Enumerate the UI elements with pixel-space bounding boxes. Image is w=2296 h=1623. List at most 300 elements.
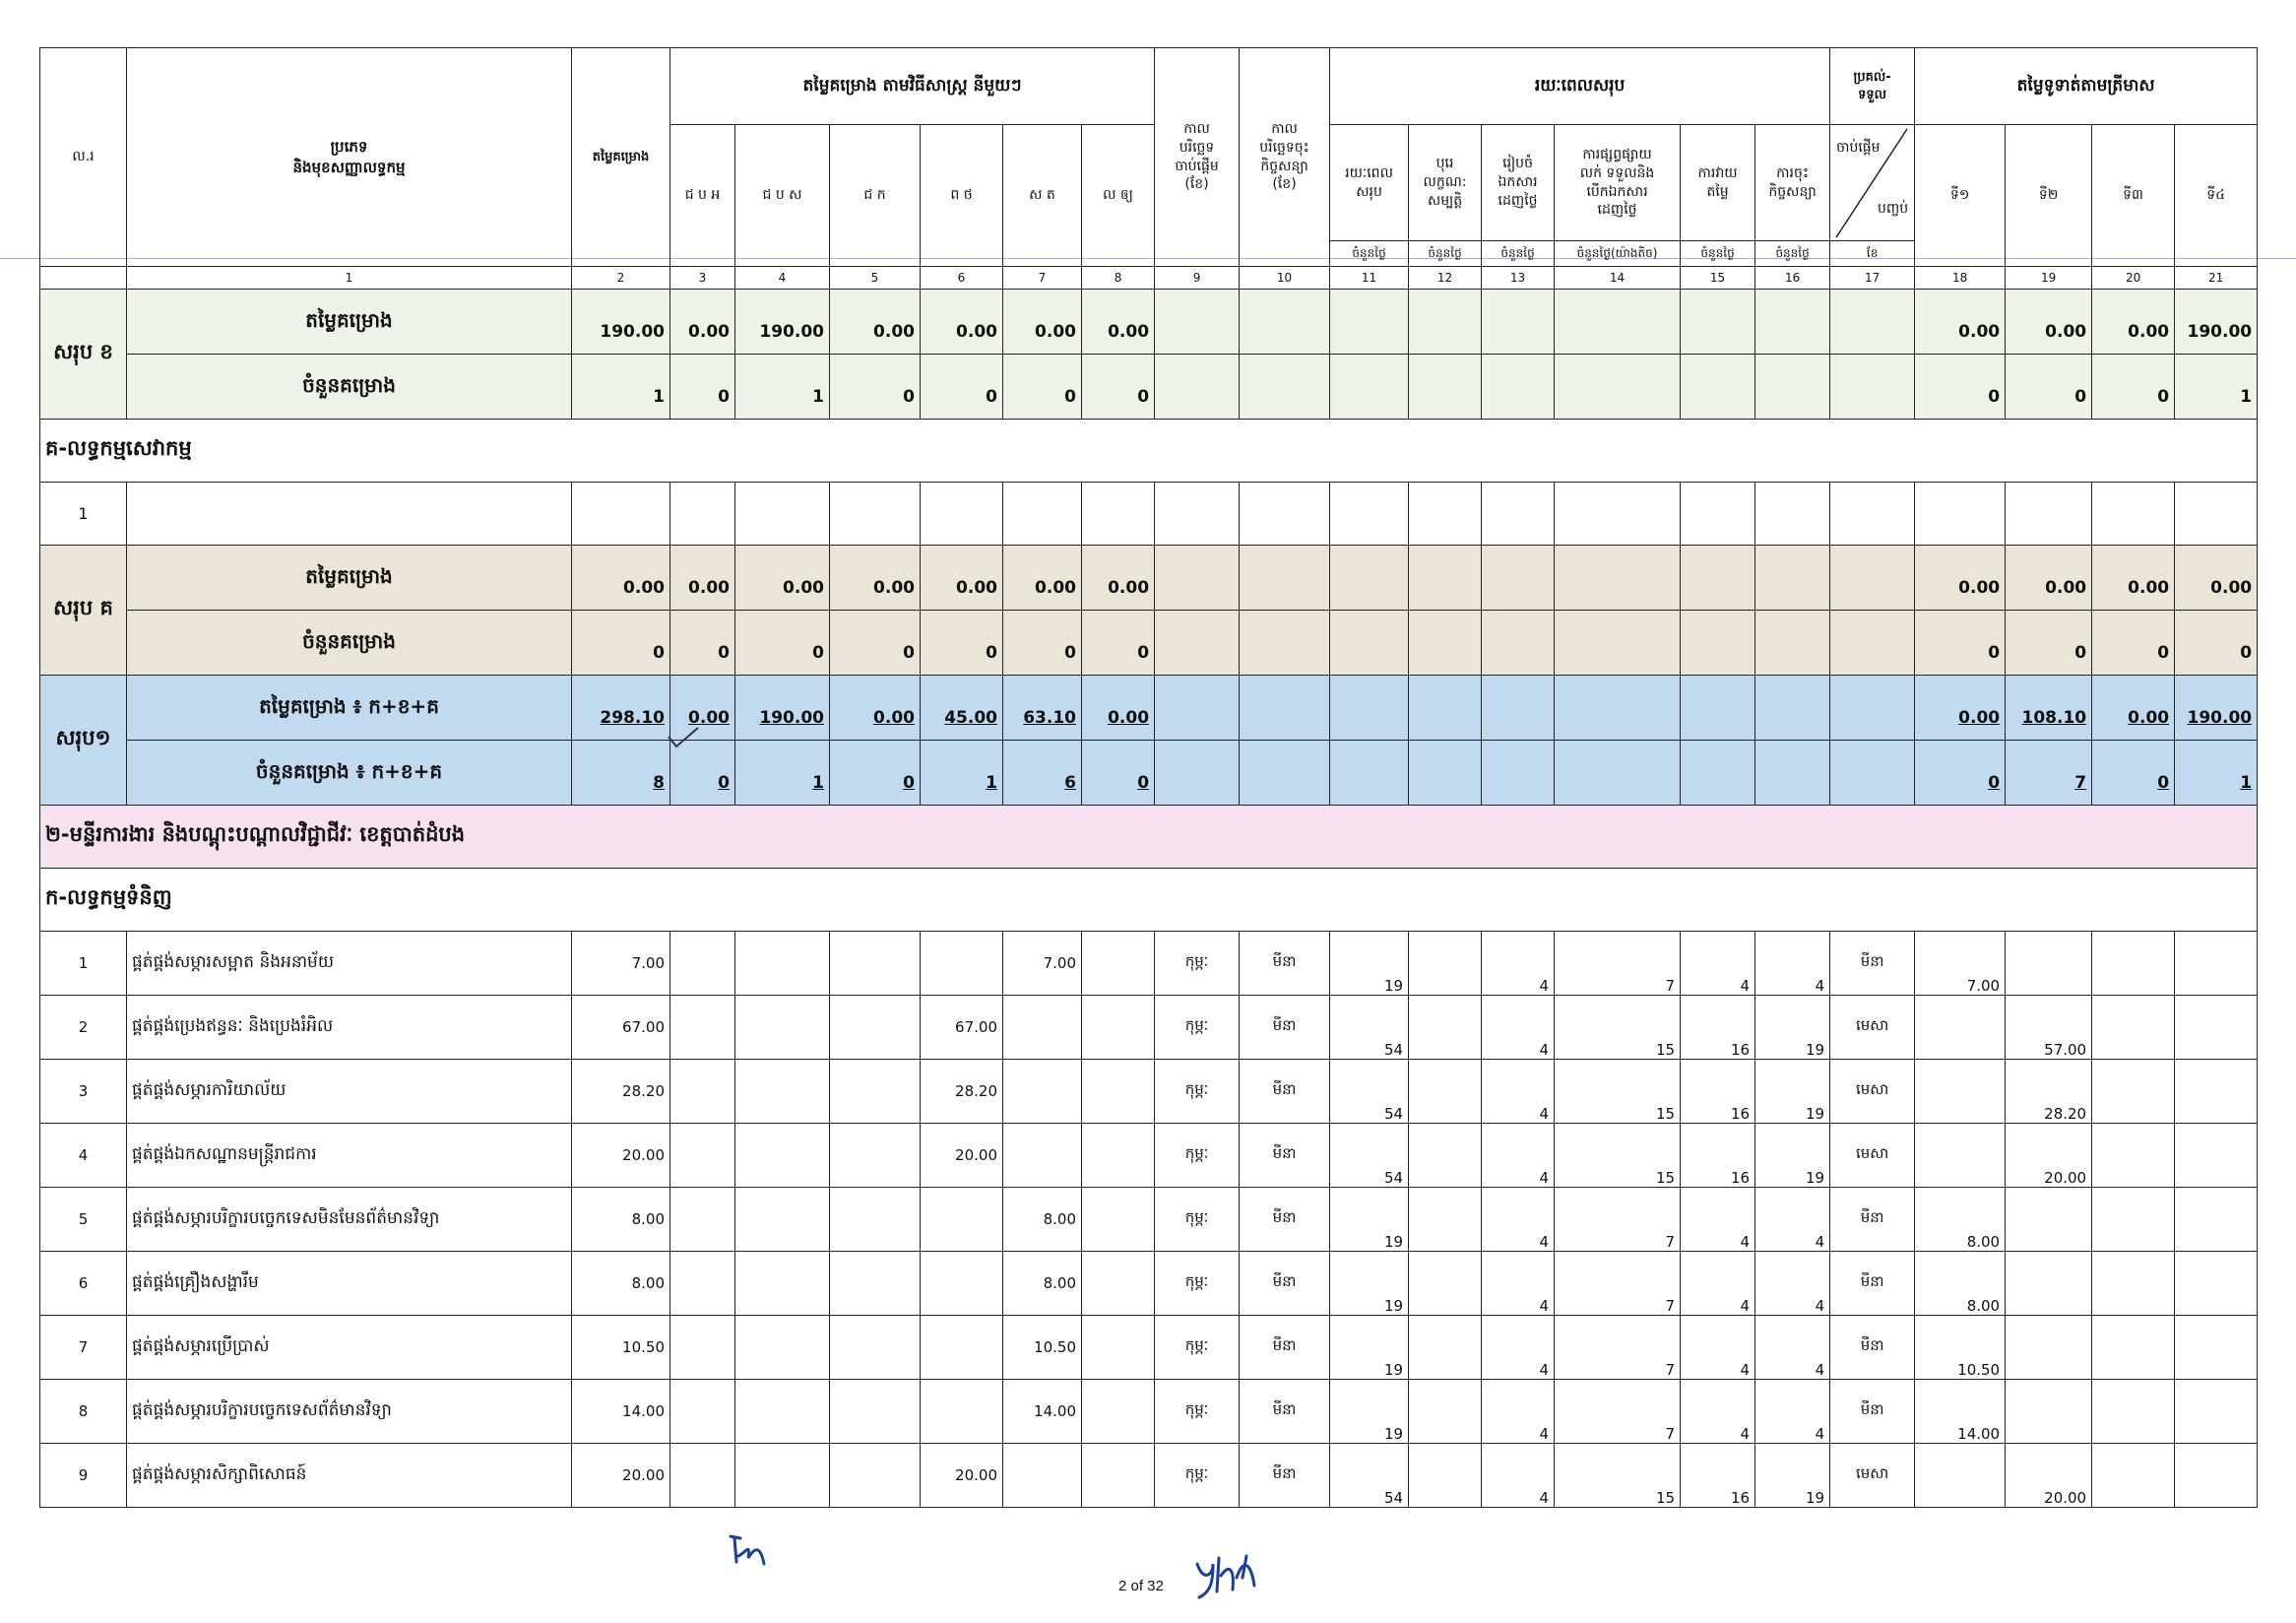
col-num: 19 [2006, 267, 2092, 290]
blank [1555, 611, 1681, 676]
item-days-eval: 16 [1681, 1060, 1755, 1124]
item-days-sign: 19 [1755, 1444, 1830, 1508]
item-m1 [670, 1380, 735, 1444]
blank [1482, 483, 1555, 546]
blank [1409, 546, 1482, 611]
item-q2 [2006, 1188, 2092, 1252]
summary-c-count-m6: 0 [1082, 611, 1155, 676]
item-no: 2 [40, 996, 127, 1060]
blank [1755, 290, 1830, 355]
item-delivery-month: មីនា [1830, 1252, 1915, 1316]
col-num: 14 [1555, 267, 1681, 290]
item-days-eval: 16 [1681, 1124, 1755, 1188]
item-days-pre [1409, 996, 1482, 1060]
item-days-prep: 4 [1482, 1124, 1555, 1188]
item-days-total: 19 [1330, 1316, 1409, 1380]
summary-c-count-label: ចំនួនគម្រោង [127, 611, 572, 676]
header-q1: ទី១ [1915, 125, 2006, 267]
summary-total-cost-m1: 0.00 [670, 676, 735, 741]
item-m2 [735, 1188, 830, 1252]
item-q4 [2175, 1188, 2258, 1252]
blank [1240, 483, 1330, 546]
item-days-sign: 19 [1755, 996, 1830, 1060]
col-num: 4 [735, 267, 830, 290]
item-days-pre [1409, 1444, 1482, 1508]
item-m1 [670, 1124, 735, 1188]
item-m6 [1082, 1444, 1155, 1508]
item-no: 6 [40, 1252, 127, 1316]
unit-days-15: ចំនួនថ្ងៃ [1681, 241, 1755, 267]
item-cost: 14.00 [572, 1380, 670, 1444]
summary-c-cost-m2: 0.00 [735, 546, 830, 611]
col-num: 3 [670, 267, 735, 290]
item-m3 [830, 932, 921, 996]
item-m3 [830, 1316, 921, 1380]
item-name: ផ្គត់ផ្គង់សម្ភារប្រើប្រាស់ [127, 1316, 572, 1380]
item-cost: 10.50 [572, 1316, 670, 1380]
header-dur-eval: ការវាយ តម្លៃ [1681, 125, 1755, 241]
col-num: 15 [1681, 267, 1755, 290]
summary-b-count-m1: 0 [670, 355, 735, 420]
item-q4 [2175, 1252, 2258, 1316]
item-cost: 8.00 [572, 1188, 670, 1252]
handwritten-initial-right [1191, 1552, 1266, 1603]
blank [1155, 741, 1240, 806]
item-days-sign: 4 [1755, 932, 1830, 996]
item-days-eval: 4 [1681, 1252, 1755, 1316]
blank [670, 483, 735, 546]
blank [1555, 741, 1681, 806]
blank [1755, 676, 1830, 741]
item-days-total: 19 [1330, 1252, 1409, 1316]
blank [1155, 676, 1240, 741]
item-start-month: កុម្ភៈ [1155, 996, 1240, 1060]
item-days-pre [1409, 1188, 1482, 1252]
item-start-month: កុម្ភៈ [1155, 1124, 1240, 1188]
blank [1755, 546, 1830, 611]
summary-b-count-row [40, 355, 2258, 420]
header-method-2: ជ ប ស [735, 125, 830, 267]
header-dur-prep: រៀបចំ ឯកសារ ដេញថ្លៃ [1482, 125, 1555, 241]
item-name: ផ្គត់ផ្គង់ឯកសណ្ឋានមន្ត្រីរាជការ [127, 1124, 572, 1188]
item-m5: 8.00 [1003, 1252, 1082, 1316]
item-m6 [1082, 932, 1155, 996]
blank [1240, 546, 1330, 611]
blank [921, 483, 1003, 546]
item-q1: 8.00 [1915, 1188, 2006, 1252]
item-name: ផ្គត់ផ្គង់សម្ភារការិយាល័យ [127, 1060, 572, 1124]
summary-c-count-m2: 0 [735, 611, 830, 676]
item-m4: 20.00 [921, 1444, 1003, 1508]
item-days-eval: 16 [1681, 996, 1755, 1060]
item-days-sign: 4 [1755, 1316, 1830, 1380]
blank [1830, 741, 1915, 806]
summary-total-count: 8 [572, 741, 670, 806]
summary-b-cost-q1: 0.00 [1915, 290, 2006, 355]
item-m2 [735, 996, 830, 1060]
item-m4: 20.00 [921, 1124, 1003, 1188]
blank [1240, 355, 1330, 420]
item-start-month: កុម្ភៈ [1155, 1252, 1240, 1316]
item-days-pub: 7 [1555, 1316, 1681, 1380]
blank [1482, 290, 1555, 355]
item-days-pre [1409, 1380, 1482, 1444]
header-sign-period: កាល បរិច្ឆេទចុះ កិច្ចសន្យា (ខែ) [1240, 48, 1330, 267]
blank [127, 483, 572, 546]
item-days-total: 54 [1330, 1060, 1409, 1124]
item-delivery-month: មីនា [1830, 1380, 1915, 1444]
item-q2 [2006, 1316, 2092, 1380]
item-q2: 20.00 [2006, 1124, 2092, 1188]
col-num: 17 [1830, 267, 1915, 290]
summary-total-count-m2: 1 [735, 741, 830, 806]
item-delivery-month: មីនា [1830, 1188, 1915, 1252]
item-m4: 67.00 [921, 996, 1003, 1060]
summary-c-cost-m3: 0.00 [830, 546, 921, 611]
item-days-pub: 7 [1555, 1252, 1681, 1316]
item-m4 [921, 1316, 1003, 1380]
item-name: ផ្គត់ផ្គង់សម្ភារសម្អាត និងអនាម័យ [127, 932, 572, 996]
item-no: 7 [40, 1316, 127, 1380]
item-m5: 14.00 [1003, 1380, 1082, 1444]
item-delivery-month: មីនា [1830, 1316, 1915, 1380]
item-m2 [735, 1316, 830, 1380]
unit-month: ខែ [1830, 241, 1915, 267]
header-q2: ទី២ [2006, 125, 2092, 267]
item-q2 [2006, 932, 2092, 996]
item-days-eval: 4 [1681, 1316, 1755, 1380]
summary-c-count-q2: 0 [2006, 611, 2092, 676]
item-m3 [830, 1060, 921, 1124]
summary-total-count-m1: 0 [670, 741, 735, 806]
blank [1830, 483, 1915, 546]
blank [1409, 355, 1482, 420]
item-m3 [830, 1444, 921, 1508]
header-q3: ទី៣ [2092, 125, 2175, 267]
blank [1755, 611, 1830, 676]
summary-c-cost-q1: 0.00 [1915, 546, 2006, 611]
summary-total-cost-row [40, 676, 2258, 741]
item-sign-month: មីនា [1240, 1380, 1330, 1444]
item-q3 [2092, 1188, 2175, 1252]
item-m2 [735, 1252, 830, 1316]
item-m6 [1082, 1252, 1155, 1316]
item-q2 [2006, 1380, 2092, 1444]
item-days-pre [1409, 1252, 1482, 1316]
item-q2: 57.00 [2006, 996, 2092, 1060]
blank [1409, 676, 1482, 741]
item-days-prep: 4 [1482, 1316, 1555, 1380]
blank [1330, 611, 1409, 676]
header-dur-sign: ការចុះ កិច្ចសន្យា [1755, 125, 1830, 241]
summary-b-count-m4: 0 [921, 355, 1003, 420]
header-start-period: កាល បរិច្ឆេទ ចាប់ផ្ដើម (ខែ) [1155, 48, 1240, 267]
item-name: ផ្គត់ផ្គង់គ្រឿងសង្ហារឹម [127, 1252, 572, 1316]
blank [1155, 290, 1240, 355]
item-no: 1 [40, 932, 127, 996]
col-num: 2 [572, 267, 670, 290]
blank [1482, 741, 1555, 806]
item-delivery-month: មេសា [1830, 1444, 1915, 1508]
blank [1330, 741, 1409, 806]
blank [1681, 676, 1755, 741]
item-cost: 20.00 [572, 1444, 670, 1508]
summary-c-cost-row [40, 546, 2258, 611]
header-method-1: ជ ប អ [670, 125, 735, 267]
summary-b-count-m6: 0 [1082, 355, 1155, 420]
summary-b-cost-m3: 0.00 [830, 290, 921, 355]
item-name: ផ្គត់ផ្គង់សម្ភារបរិក្ខារបច្ចេកទេសមិនមែនព័ត៌មានវិទ្យា [127, 1188, 572, 1252]
blank [1681, 355, 1755, 420]
blank [1155, 483, 1240, 546]
summary-total-cost-q1: 0.00 [1915, 676, 2006, 741]
item-days-eval: 4 [1681, 932, 1755, 996]
blank [1155, 546, 1240, 611]
item-q1 [1915, 996, 2006, 1060]
item-delivery-month: មេសា [1830, 996, 1915, 1060]
header-method-group: តម្លៃគម្រោង តាមវិធីសាស្រ្ត នីមួយៗ [670, 48, 1155, 125]
section-a-row [40, 869, 2258, 932]
item-days-pre [1409, 1060, 1482, 1124]
header-method-5: ស ត [1003, 125, 1082, 267]
item-m1 [670, 1060, 735, 1124]
col-num: 8 [1082, 267, 1155, 290]
table-row [40, 996, 2258, 1060]
blank [1830, 355, 1915, 420]
blank [1330, 676, 1409, 741]
header-method-3: ជ ក [830, 125, 921, 267]
item-days-prep: 4 [1482, 1188, 1555, 1252]
header-method-4: ព ថ [921, 125, 1003, 267]
table-row [40, 1316, 2258, 1380]
procurement-plan-table [39, 47, 2258, 1508]
item-q3 [2092, 1444, 2175, 1508]
col-num: 13 [1482, 267, 1555, 290]
item-name: ផ្គត់ផ្គង់សម្ភារសិក្សាពិសោធន៍ [127, 1444, 572, 1508]
blank [1681, 741, 1755, 806]
summary-c-cost-m6: 0.00 [1082, 546, 1155, 611]
item-days-total: 54 [1330, 1124, 1409, 1188]
summary-c-cost-m1: 0.00 [670, 546, 735, 611]
summary-b-count-label: ចំនួនគម្រោង [127, 355, 572, 420]
item-no: 3 [40, 1060, 127, 1124]
item-sign-month: មីនា [1240, 1252, 1330, 1316]
col-num: 6 [921, 267, 1003, 290]
item-m6 [1082, 1188, 1155, 1252]
table-row [40, 932, 2258, 996]
item-start-month: កុម្ភៈ [1155, 1316, 1240, 1380]
item-sign-month: មីនា [1240, 932, 1330, 996]
item-q2: 28.20 [2006, 1060, 2092, 1124]
summary-total-cost-q2: 108.10 [2006, 676, 2092, 741]
blank [1482, 355, 1555, 420]
summary-c-cost-label: តម្លៃគម្រោង [127, 546, 572, 611]
item-m4 [921, 1252, 1003, 1316]
item-start-month: កុម្ភៈ [1155, 1188, 1240, 1252]
blank [1755, 355, 1830, 420]
item-no: 4 [40, 1124, 127, 1188]
section-2-title: ២-មន្ទីរការងារ និងបណ្ដុះបណ្ដាលវិជ្ជាជីវៈ ខេត្តបាត់ដំបង [40, 806, 2258, 869]
item-q3 [2092, 932, 2175, 996]
summary-total-cost-m6: 0.00 [1082, 676, 1155, 741]
item-q1: 10.50 [1915, 1316, 2006, 1380]
blank [1409, 611, 1482, 676]
item-sign-month: មីនា [1240, 1188, 1330, 1252]
item-q3 [2092, 1252, 2175, 1316]
col-num: 9 [1155, 267, 1240, 290]
item-delivery-month: មេសា [1830, 1060, 1915, 1124]
summary-total-cost: 298.10 [572, 676, 670, 741]
summary-c-count-q4: 0 [2175, 611, 2258, 676]
summary-c-label: សរុប គ [40, 546, 127, 676]
summary-c-cost-q2: 0.00 [2006, 546, 2092, 611]
blank [1482, 546, 1555, 611]
check-mark-icon [666, 725, 701, 750]
item-delivery-month: មីនា [1830, 932, 1915, 996]
summary-total-cost-q3: 0.00 [2092, 676, 2175, 741]
item-days-sign: 4 [1755, 1252, 1830, 1316]
header-quarter-group: តម្លៃទូទាត់តាមត្រីមាស [1915, 48, 2258, 125]
item-q3 [2092, 1380, 2175, 1444]
item-m1 [670, 1188, 735, 1252]
item-name: ផ្គត់ផ្គង់សម្ភារបរិក្ខារបច្ចេកទេសព័ត៌មានវិទ្យា [127, 1380, 572, 1444]
header-delivery-start: ចាប់ផ្ដើម [1836, 140, 1881, 156]
summary-b-cost: 190.00 [572, 290, 670, 355]
blank [1555, 546, 1681, 611]
blank [1755, 741, 1830, 806]
summary-b-cost-q3: 0.00 [2092, 290, 2175, 355]
item-m2 [735, 1444, 830, 1508]
summary-b-label: សរុប ខ [40, 290, 127, 420]
item-cost: 20.00 [572, 1124, 670, 1188]
item-m5: 7.00 [1003, 932, 1082, 996]
item-days-eval: 4 [1681, 1188, 1755, 1252]
blank [2006, 483, 2092, 546]
blank [1155, 355, 1240, 420]
blank [1555, 676, 1681, 741]
item-m4 [921, 932, 1003, 996]
item-m2 [735, 1124, 830, 1188]
item-name: ផ្គត់ផ្គង់ប្រេងឥន្ធនៈ និងប្រេងរំអិល [127, 996, 572, 1060]
item-days-total: 19 [1330, 932, 1409, 996]
item-m1 [670, 1316, 735, 1380]
summary-total-cost-m4: 45.00 [921, 676, 1003, 741]
blank [2175, 483, 2258, 546]
blank [1830, 676, 1915, 741]
header-method-6: ល ឲ្យ [1082, 125, 1155, 267]
item-days-total: 54 [1330, 1444, 1409, 1508]
blank [1003, 483, 1082, 546]
item-days-pub: 7 [1555, 1380, 1681, 1444]
blank [1409, 741, 1482, 806]
item-q4 [2175, 996, 2258, 1060]
table-row [40, 1380, 2258, 1444]
item-m3 [830, 1252, 921, 1316]
item-m1 [670, 1252, 735, 1316]
summary-c-cost-q4: 0.00 [2175, 546, 2258, 611]
blank [1482, 611, 1555, 676]
item-days-pre [1409, 932, 1482, 996]
table-row [40, 1060, 2258, 1124]
section-c-title: គ-លទ្ធកម្មសេវាកម្ម [40, 420, 2258, 483]
item-m5: 10.50 [1003, 1316, 1082, 1380]
item-m5 [1003, 996, 1082, 1060]
item-sign-month: មីនា [1240, 1060, 1330, 1124]
summary-c-count-m5: 0 [1003, 611, 1082, 676]
item-m5 [1003, 1060, 1082, 1124]
item-days-total: 19 [1330, 1380, 1409, 1444]
item-days-sign: 4 [1755, 1188, 1830, 1252]
summary-b-count-q1: 0 [1915, 355, 2006, 420]
item-days-total: 19 [1330, 1188, 1409, 1252]
summary-c-cost-m5: 0.00 [1003, 546, 1082, 611]
item-m6 [1082, 1124, 1155, 1188]
header-dur-pre: បុរេ លក្ខណ: សម្បត្តិ [1409, 125, 1482, 241]
page-number: 2 of 32 [1118, 1578, 1164, 1594]
summary-b-count-q2: 0 [2006, 355, 2092, 420]
item-q1: 7.00 [1915, 932, 2006, 996]
summary-b-cost-row [40, 290, 2258, 355]
summary-c-count-q3: 0 [2092, 611, 2175, 676]
summary-total-cost-label: តម្លៃគម្រោង ៖ ក+ខ+គ [127, 676, 572, 741]
header-type: ប្រភេទ និងមុខសញ្ញាលទ្ធកម្ម [127, 48, 572, 267]
col-num: 7 [1003, 267, 1082, 290]
blank [1681, 483, 1755, 546]
item-days-sign: 19 [1755, 1124, 1830, 1188]
item-q3 [2092, 1060, 2175, 1124]
summary-b-cost-m6: 0.00 [1082, 290, 1155, 355]
summary-c-cost-m4: 0.00 [921, 546, 1003, 611]
summary-total-count-label: ចំនួនគម្រោង ៖ ក+ខ+គ [127, 741, 572, 806]
item-days-eval: 16 [1681, 1444, 1755, 1508]
summary-b-count-m5: 0 [1003, 355, 1082, 420]
col-num: 16 [1755, 267, 1830, 290]
item-m4 [921, 1188, 1003, 1252]
unit-days-11: ចំនួនថ្ងៃ [1330, 241, 1409, 267]
col-num: 11 [1330, 267, 1409, 290]
item-m2 [735, 1380, 830, 1444]
item-days-pub: 15 [1555, 1060, 1681, 1124]
item-sign-month: មីនា [1240, 1444, 1330, 1508]
blank [1240, 676, 1330, 741]
blank [1330, 483, 1409, 546]
item-q1: 8.00 [1915, 1252, 2006, 1316]
item-days-prep: 4 [1482, 1252, 1555, 1316]
header-duration-group: រយៈពេលសរុប [1330, 48, 1830, 125]
item-cost: 28.20 [572, 1060, 670, 1124]
item-days-pub: 15 [1555, 996, 1681, 1060]
blank [1830, 611, 1915, 676]
blank [1830, 546, 1915, 611]
summary-total-cost-q4: 190.00 [2175, 676, 2258, 741]
item-m6 [1082, 1060, 1155, 1124]
header-no: ល.រ [40, 48, 127, 267]
summary-b-count-q4: 1 [2175, 355, 2258, 420]
summary-b-count: 1 [572, 355, 670, 420]
item-q1 [1915, 1444, 2006, 1508]
item-m5 [1003, 1444, 1082, 1508]
blank [1681, 611, 1755, 676]
summary-b-count-m2: 1 [735, 355, 830, 420]
summary-b-cost-m2: 190.00 [735, 290, 830, 355]
summary-total-count-q2: 7 [2006, 741, 2092, 806]
item-m1 [670, 932, 735, 996]
header-dur-total: រយៈពេល សរុប [1330, 125, 1409, 241]
item-q3 [2092, 996, 2175, 1060]
blank [1330, 546, 1409, 611]
summary-b-cost-q2: 0.00 [2006, 290, 2092, 355]
item-q3 [2092, 1124, 2175, 1188]
